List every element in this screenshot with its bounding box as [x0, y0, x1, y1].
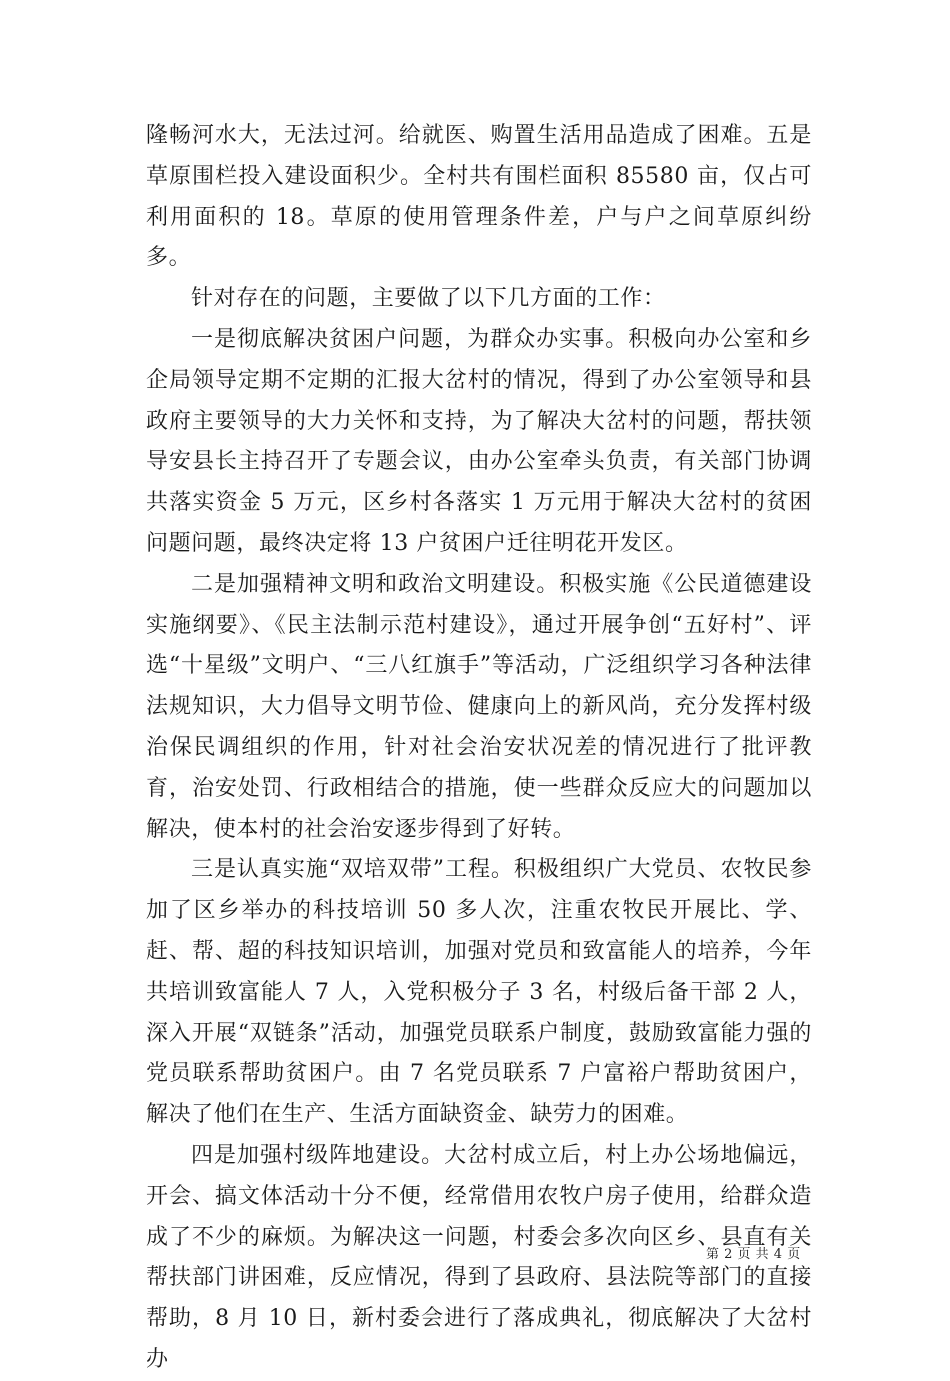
document-body: [146, 116, 812, 1381]
paragraph-4: 二是加强精神文明和政治文明建设。积极实施《公民道德建设实施纲要》、《民主法制示范村建设》，通过开展争创“五好村”、评选“十星级”文明户、“三八红旗手”等活动，广泛组织学习各种法律法规知识，大力倡导文明节俭、健康向上的新风尚，充分发挥村级治保民调组织的作用，针对社会治安状况差的情况进行了批评教育，治安处罚、行政相结合的措施，使一些群众反应大的问题加以解决，使本村的社会治安逐步得到了好转。: [146, 571, 812, 842]
paragraph-2: 针对存在的问题，主要做了以下几方面的工作：: [191, 286, 666, 312]
paragraph-3: 一是彻底解决贫困户问题，为群众办实事。积极向办公室和乡企局领导定期不定期的汇报大岔村的情况，得到了办公室领导和县政府主要领导的大力关怀和支持，为了解决大岔村的问题，帮扶领导安县长主持召开了专题会议，由办公室牵头负责，有关部门协调共落实资金 5 万元，区乡村各落实 1 万元用于解决大岔村的贫困问题问题，最终决定将 13 户贫困户迁往明花开发区。: [146, 326, 812, 556]
paragraph-6: 四是加强村级阵地建设。大岔村成立后，村上办公场地偏远，开会、搞文体活动十分不便，经常借用农牧户房子使用，给群众造成了不少的麻烦。为解决这一问题，村委会多次向区乡、县直有关帮扶部门讲困难，反应情况，得到了县政府、县法院等部门的直接帮助，8 月 10 日，新村委会进行了落成典礼，彻底解决了大岔村办: [146, 1142, 812, 1372]
paragraph-1: 隆畅河水大，无法过河。给就医、购置生活用品造成了困难。五是草原围栏投入建设面积少。全村共有围栏面积 85580 亩，仅占可利用面积的 18。草原的使用管理条件差，户与户之间草原纠纷多。: [146, 123, 812, 271]
page-number-footer: 第 2 页 共 4 页: [706, 1247, 801, 1262]
paragraph-5: 三是认真实施“双培双带”工程。积极组织广大党员、农牧民参加了区乡举办的科技培训 50 多人次，注重农牧民开展比、学、赶、帮、超的科技知识培训，加强对党员和致富能人的培养，今年共培训致富能人 7 人，入党积极分子 3 名，村级后备干部 2 人，深入开展“双链条”活动，加强党员联系户制度，鼓励致富能力强的党员联系帮助贫困户。由 7 名党员联系 7 户富裕户帮助贫困户，解决了他们在生产、生活方面缺资金、缺劳力的困难。: [146, 857, 812, 1128]
